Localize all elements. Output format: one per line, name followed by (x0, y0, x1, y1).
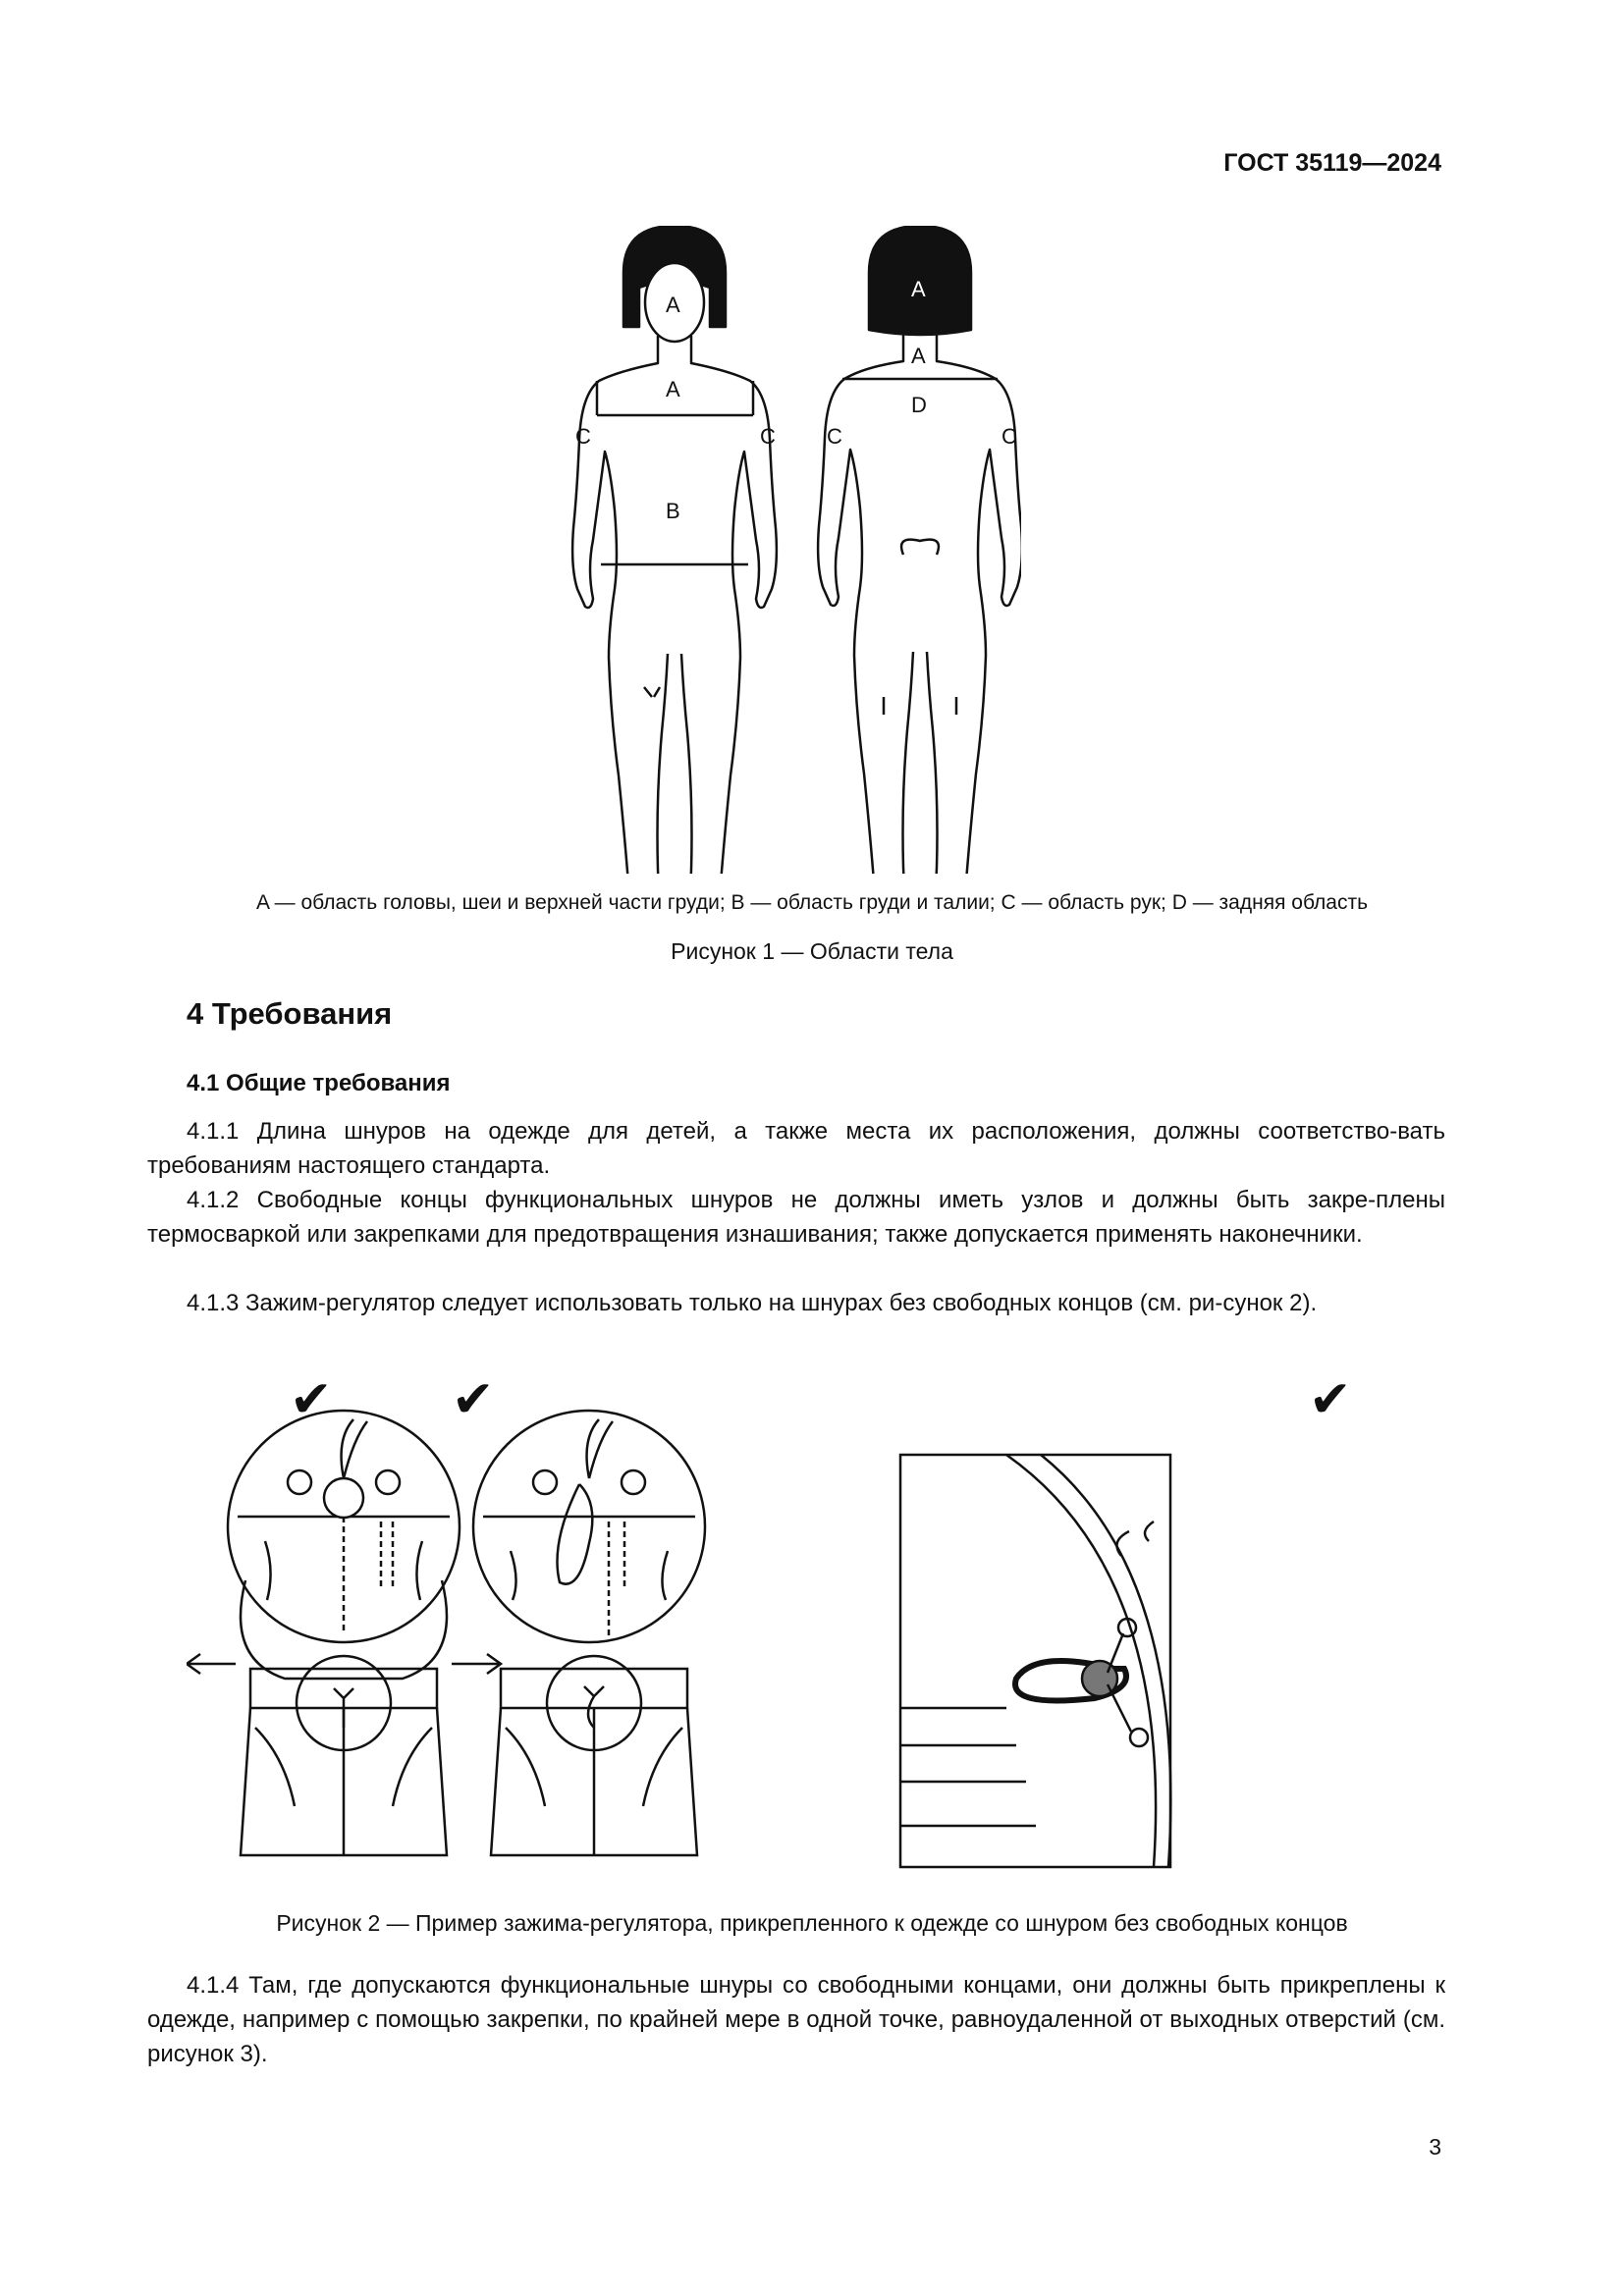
figure-2-caption: Рисунок 2 — Пример зажима-регулятора, прикрепленного к одежде со шнуром без свободных концов (276, 1910, 1348, 1936)
check-mark-1: ✔ (290, 1371, 333, 1428)
front-label-arm-right: C (760, 424, 776, 449)
check-mark-2: ✔ (452, 1371, 495, 1428)
figure-1-legend: A — область головы, шеи и верхней части груди; B — область груди и талии; C — область рук; D — задняя область (255, 891, 1369, 914)
front-label-body: B (666, 499, 680, 523)
section-heading: 4 Требования (187, 996, 393, 1031)
back-label-arm-left: C (827, 424, 842, 449)
paragraph-4-1-2: 4.1.2 Свободные концы функциональных шнуров не должны иметь узлов и должны быть закре-плены термосваркой или закрепками для предотвращения изнашивания; также допускается применять наконечники. (147, 1187, 1445, 1248)
figure-1-caption: Рисунок 1 — Области тела (671, 938, 953, 964)
front-label-arm-left: C (575, 424, 591, 449)
front-label-chest: A (666, 377, 680, 401)
standard-number: ГОСТ 35119—2024 (1223, 149, 1441, 177)
subsection-heading: 4.1 Общие требования (187, 1070, 451, 1096)
figure-1-body-areas (520, 226, 1021, 874)
back-label-neck: A (911, 344, 926, 368)
body-figures-illustration (520, 226, 1021, 874)
paragraph-4-1-3: 4.1.3 Зажим-регулятор следует использовать только на шнурах без свободных концов (см. ри-сунок 2). (187, 1290, 1318, 1316)
back-label-d: D (911, 393, 927, 417)
figure-2-adjuster-examples (187, 1371, 1434, 1885)
check-mark-3: ✔ (1309, 1371, 1352, 1428)
paragraph-4-1-1: 4.1.1 Длина шнуров на одежде для детей, а также места их расположения, должны соответство-вать требованиям настоящего стандарта. (147, 1118, 1445, 1179)
back-label-arm-right: C (1001, 424, 1017, 449)
front-label-head: A (666, 293, 680, 317)
detail-frame (900, 1455, 1170, 1867)
zoom-circle-2 (473, 1411, 705, 1642)
back-label-head: A (911, 277, 926, 301)
adjuster-illustration (187, 1374, 1434, 1885)
page-number: 3 (1429, 2134, 1441, 2160)
paragraph-4-1-4: 4.1.4 Там, где допускаются функциональные шнуры со свободными концами, они должны быть прикреплены к одежде, например с помощью закрепки, по крайней мере в одной точке, равноудаленной от выходных отверстий (см. рисунок 3). (147, 1972, 1445, 2067)
